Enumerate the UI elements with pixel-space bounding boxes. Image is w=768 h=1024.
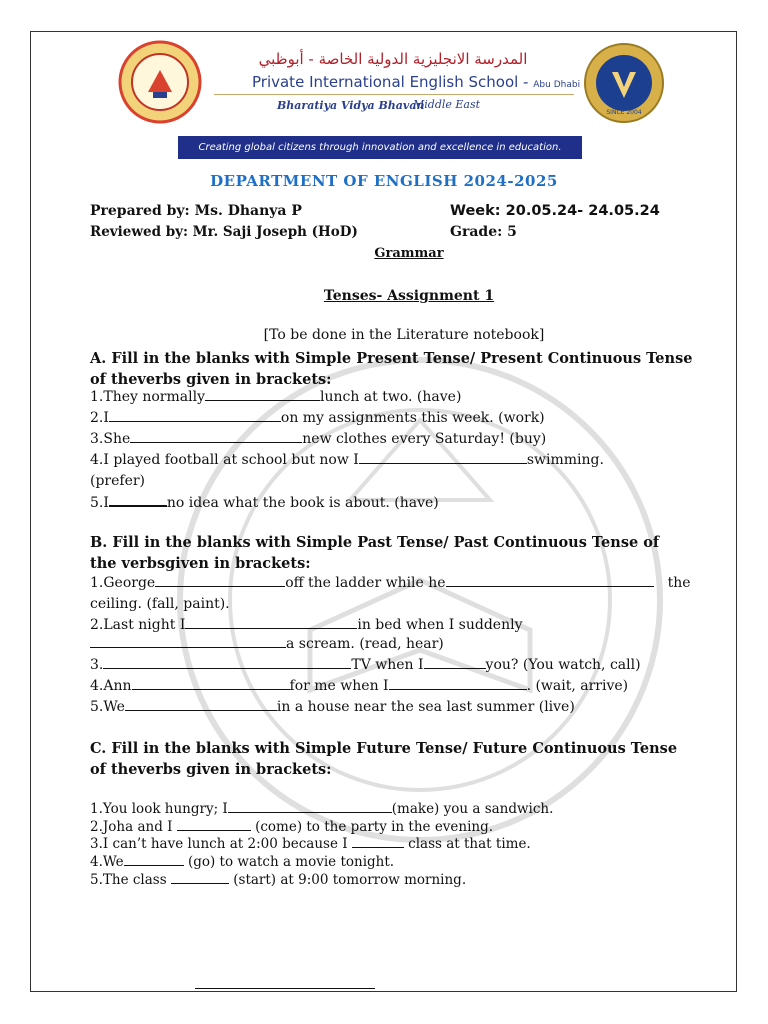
- bharatiya-vidya-bhavan: Bharatiya Vidya Bhavan: [277, 99, 425, 112]
- q-text-mid: off the ladder while he: [285, 575, 446, 591]
- q-num: 4.: [90, 854, 103, 870]
- department-title: DEPARTMENT OF ENGLISH 2024-2025: [210, 172, 558, 190]
- q-num: 5.: [90, 495, 104, 511]
- q-num: 3.: [90, 431, 104, 447]
- answer-blank[interactable]: [124, 854, 184, 866]
- answer-blank[interactable]: [424, 657, 486, 669]
- answer-blank[interactable]: [130, 431, 302, 443]
- answer-blank[interactable]: [132, 678, 290, 690]
- question-b5: [90, 699, 575, 715]
- q-num: 1.: [90, 389, 104, 405]
- answer-blank[interactable]: [205, 389, 320, 401]
- q-num: 2.: [90, 410, 104, 426]
- question-a5: [90, 494, 439, 511]
- q-text-post: new clothes every Saturday! (buy): [302, 431, 547, 447]
- section-b-heading: [90, 532, 735, 574]
- q-text-post: no idea what the book is about. (have): [166, 495, 439, 511]
- q-text-pre: Ann: [103, 678, 132, 694]
- answer-blank[interactable]: [90, 636, 286, 648]
- q-num: 5.: [90, 872, 103, 888]
- week-range: Week: 20.05.24- 24.05.24: [450, 203, 660, 219]
- q-text-post: you? (You watch, call): [485, 657, 641, 673]
- answer-blank[interactable]: [177, 819, 251, 831]
- q-text-pre: We: [102, 854, 124, 870]
- q-text-mid: TV when I: [351, 657, 424, 673]
- q-text-post: (come) to the party in the evening.: [255, 819, 494, 835]
- answer-blank[interactable]: [228, 801, 392, 813]
- q-num: 1.: [90, 801, 103, 817]
- grade: Grade: 5: [450, 224, 517, 240]
- question-a2: [90, 410, 545, 426]
- q-text-pre: You look hungry; I: [102, 801, 228, 817]
- q-text-post: (make) you a sandwich.: [391, 801, 554, 817]
- answer-blank[interactable]: [155, 575, 285, 587]
- q-text-post: (start) at 9:00 tomorrow morning.: [233, 872, 467, 888]
- q-text-post: . (wait, arrive): [526, 678, 629, 694]
- section-b-heading-line2: the verbsgiven in brackets:: [90, 555, 311, 572]
- question-c1: [90, 801, 553, 817]
- q-num: 2.: [90, 617, 104, 633]
- motto-banner: Creating global citizens through innovation and excellence in education.: [178, 136, 582, 159]
- q-num: 3.: [90, 836, 103, 852]
- section-b-heading-line1: B. Fill in the blanks with Simple Past Tense/ Past Continuous Tense of: [90, 534, 660, 551]
- q-num: 5.: [90, 699, 104, 715]
- q-text-pre: They normally: [103, 389, 205, 405]
- school-crest-logo: [118, 40, 202, 124]
- q-text-post: swimming.: [526, 452, 604, 468]
- section-a-heading-line1: A. Fill in the blanks with Simple Present Tense/ Present Continuous Tense: [90, 350, 693, 367]
- q-text-post: in a house near the sea last summer (live): [276, 699, 575, 715]
- section-c-heading-line2: of theverbs given in brackets:: [90, 761, 332, 778]
- q-text-pre: Last night I: [103, 617, 186, 633]
- q-text-pre: I can’t have lunch at 2:00 because I: [102, 836, 348, 852]
- answer-blank[interactable]: [171, 872, 229, 884]
- question-b3: [90, 657, 641, 673]
- reviewed-by: Reviewed by: Mr. Saji Joseph (HoD): [90, 224, 358, 240]
- question-b2-cont: [90, 636, 444, 652]
- q-text-pre: George: [103, 575, 156, 591]
- assignment-title: Tenses- Assignment 1: [323, 288, 495, 304]
- prepared-by: Prepared by: Ms. Dhanya P: [90, 203, 302, 219]
- q-text-pre: The class: [102, 872, 167, 888]
- question-c5: [90, 872, 466, 888]
- q-num: 4.: [90, 452, 104, 468]
- question-b1: [90, 575, 691, 591]
- school-name-english-text: Private International English School -: [252, 73, 529, 91]
- signature-line: [195, 988, 375, 989]
- middle-east-label: Middle East: [413, 98, 481, 111]
- answer-blank[interactable]: [352, 836, 404, 848]
- q-text-post: on my assignments this week. (work): [280, 410, 545, 426]
- answer-blank[interactable]: [389, 678, 527, 690]
- question-b1-cont: ceiling. (fall, paint).: [90, 596, 230, 612]
- q-num: 3.: [90, 657, 104, 673]
- question-c3: [90, 836, 531, 852]
- section-c-heading-line1: C. Fill in the blanks with Simple Future Tense/ Future Continuous Tense: [90, 740, 678, 757]
- answer-blank[interactable]: [359, 452, 527, 464]
- section-a-heading-line2: of theverbs given in brackets:: [90, 371, 332, 388]
- school-name-english: [252, 73, 580, 91]
- question-a4: [90, 452, 604, 468]
- school-name-arabic: المدرسة الانجليزية الدولية الخاصة - أبوظبي: [258, 50, 528, 68]
- question-a4-cont: (prefer): [90, 473, 146, 489]
- answer-blank[interactable]: [109, 494, 167, 507]
- question-c4: [90, 854, 394, 870]
- question-a1: [90, 389, 461, 405]
- instruction-note: [To be done in the Literature notebook]: [263, 327, 545, 343]
- q-num: 2.: [90, 819, 103, 835]
- q-text-pre: We: [103, 699, 125, 715]
- answer-blank[interactable]: [103, 657, 351, 669]
- question-b2: [90, 617, 523, 633]
- q-text-pre: I: [103, 495, 109, 511]
- q-text-pre: I: [103, 410, 109, 426]
- q-text-post: (go) to watch a movie tonight.: [187, 854, 395, 870]
- q-text-pre: Joha and I: [102, 819, 173, 835]
- question-c2: [90, 819, 493, 835]
- header-divider: [214, 94, 574, 95]
- section-c-heading: [90, 738, 735, 780]
- answer-blank[interactable]: [125, 699, 277, 711]
- answer-blank[interactable]: [185, 617, 357, 629]
- q-text-pre: I played football at school but now I: [103, 452, 359, 468]
- subject-heading: Grammar: [374, 246, 444, 261]
- q-text-post: in bed when I suddenly: [357, 617, 523, 633]
- q-num: 4.: [90, 678, 104, 694]
- question-a3: [90, 431, 546, 447]
- school-city: Abu Dhabi: [533, 80, 581, 90]
- since-2004-text: SINCE 2004: [606, 109, 642, 116]
- q-text-post: the: [667, 575, 691, 591]
- q-num: 1.: [90, 575, 104, 591]
- section-a-heading: [90, 348, 735, 390]
- bhavan-emblem-logo: [583, 42, 665, 124]
- answer-blank[interactable]: [109, 410, 281, 422]
- q-text-pre: She: [103, 431, 131, 447]
- q-text-post: lunch at two. (have): [319, 389, 462, 405]
- q-text-post: class at that time.: [408, 836, 531, 852]
- question-b4: [90, 678, 628, 694]
- answer-blank[interactable]: [446, 575, 654, 587]
- q-text-cont: a scream. (read, hear): [286, 636, 444, 652]
- q-text-mid: for me when I: [289, 678, 389, 694]
